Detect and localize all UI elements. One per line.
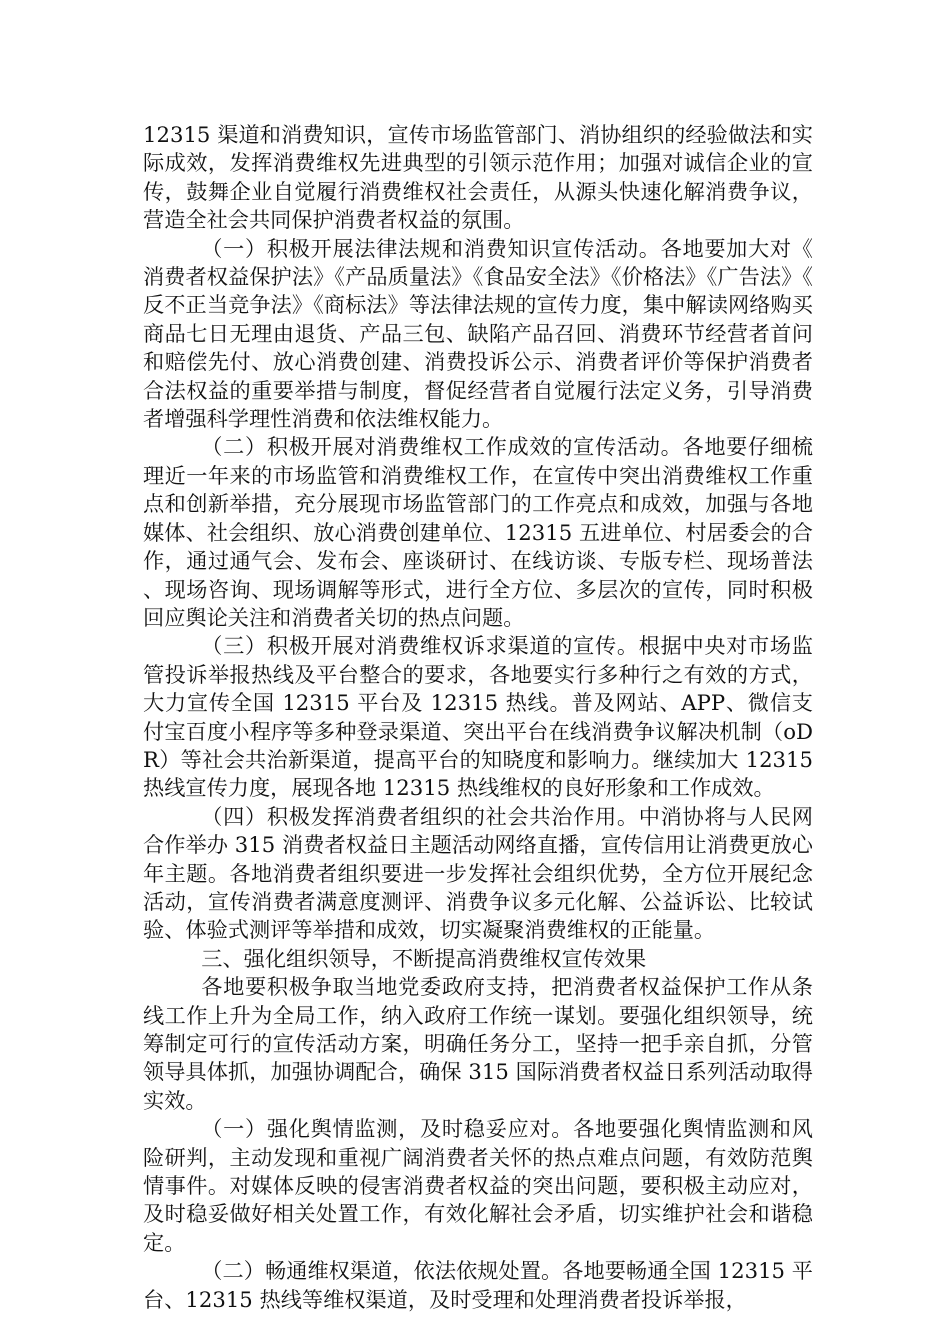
body-paragraph: （二）积极开展对消费维权工作成效的宣传活动。各地要仔细梳理近一年来的市场监管和消费维权工作，在宣传中突出消费维权工作重点和创新举措，充分展现市场监管部门的工作亮点和成效，加强与各地媒体、社会组织、放心消费创建单位、12315 五进单位、村居委会的合作，通过通气会、发布会、座谈研讨、在线访谈、专版专栏、现场普法、现场咨询、现场调解等形式，进行全方位、多层次的宣传，同时积极回应舆论关注和消费者关切的热点问题。: [143, 434, 813, 630]
body-paragraph: （一）强化舆情监测，及时稳妥应对。各地要强化舆情监测和风险研判，主动发现和重视广阔消费者关怀的热点难点问题，有效防范舆情事件。对媒体反映的侵害消费者权益的突出问题，要积极主动应对，及时稳妥做好相关处置工作，有效化解社会矛盾，切实维护社会和谐稳定。: [143, 1116, 813, 1255]
body-paragraph: （四）积极发挥消费者组织的社会共治作用。中消协将与人民网合作举办 315 消费者权益日主题活动网络直播，宣传信用让消费更放心年主题。各地消费者组织要进一步发挥社会组织优势，全方位开展纪念活动，宣传消费者满意度测评、消费争议多元化解、公益诉讼、比较试验、体验式测评等举措和成效，切实凝聚消费维权的正能量。: [143, 803, 813, 943]
document-page: [143, 121, 813, 1314]
body-paragraph: （二）畅通维权渠道，依法依规处置。各地要畅通全国 12315 平台、12315 热线等维权渠道，及时受理和处理消费者投诉举报，: [143, 1258, 813, 1312]
section-heading: 三、强化组织领导，不断提高消费维权宣传效果: [201, 945, 647, 971]
body-paragraph: （三）积极开展对消费维权诉求渠道的宣传。根据中央对市场监管投诉举报热线及平台整合的要求，各地要实行多种行之有效的方式，大力宣传全国 12315 平台及 12315 热线。普及网站、APP、微信支付宝百度小程序等多种登录渠道、突出平台在线消费争议解决机制（oDR）等社会共治新渠道，提高平台的知晓度和影响力。继续加大 12315 热线宣传力度，展现各地 12315 热线维权的良好形象和工作成效。: [143, 633, 813, 801]
body-paragraph: 12315 渠道和消费知识，宣传市场监管部门、消协组织的经验做法和实际成效，发挥消费维权先进典型的引领示范作用；加强对诚信企业的宣传，鼓舞企业自觉履行消费维权社会责任，从源头快速化解消费争议，营造全社会共同保护消费者权益的氛围。: [143, 122, 813, 233]
body-paragraph: （一）积极开展法律法规和消费知识宣传活动。各地要加大对《消费者权益保护法》《产品质量法》《食品安全法》《价格法》《广告法》《反不正当竞争法》《商标法》等法律法规的宣传力度，集中解读网络购买商品七日无理由退货、产品三包、缺陷产品召回、消费环节经营者首问和赔偿先付、放心消费创建、消费投诉公示、消费者评价等保护消费者合法权益的重要举措与制度，督促经营者自觉履行法定义务，引导消费者增强科学理性消费和依法维权能力。: [143, 235, 813, 432]
body-paragraph: 各地要积极争取当地党委政府支持，把消费者权益保护工作从条线工作上升为全局工作，纳入政府工作统一谋划。要强化组织领导，统筹制定可行的宣传活动方案，明确任务分工，坚持一把手亲自抓，分管领导具体抓，加强协调配合，确保 315 国际消费者权益日系列活动取得实效。: [143, 974, 813, 1113]
